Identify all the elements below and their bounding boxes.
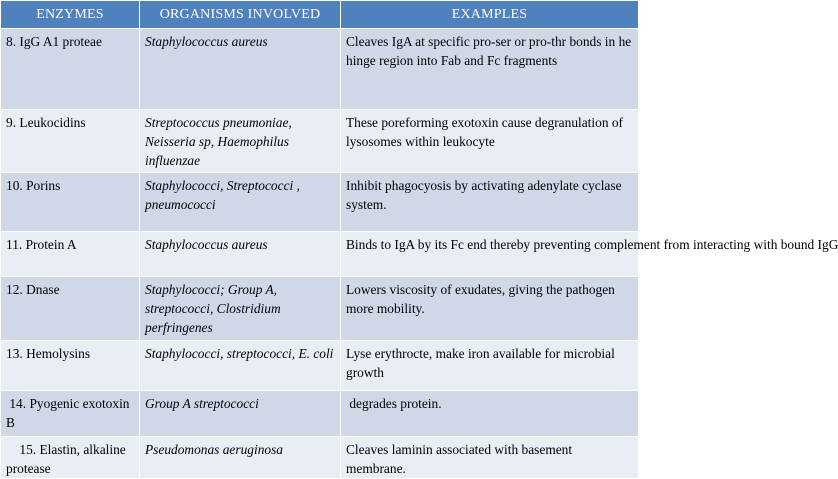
table-row: [1, 391, 639, 437]
enzyme-cell: 10. Porins: [1, 173, 140, 232]
enzyme-cell: 11. Protein A: [1, 232, 140, 277]
table-row: [1, 232, 639, 277]
table-row: [1, 277, 639, 341]
enzyme-cell: 14. Pyogenic exotoxin B: [1, 391, 140, 437]
example-cell: Binds to IgA by its Fc end thereby preventing complement from interacting with bound IgG: [341, 232, 639, 277]
example-cell: Inhibit phagocyosis by activating adenylate cyclase system.: [341, 173, 639, 232]
table-row: [1, 341, 639, 391]
example-cell: degrades protein.: [341, 391, 639, 437]
enzyme-cell: 13. Hemolysins: [1, 341, 140, 391]
table-header-row: [1, 1, 639, 29]
organisms-cell: Staphylococcus aureus: [140, 29, 341, 110]
example-cell: Lowers viscosity of exudates, giving the pathogen more mobility.: [341, 277, 639, 341]
table-row: [1, 110, 639, 173]
organisms-cell: Staphylococci; Group A, streptococci, Clostridium perfringenes: [140, 277, 341, 341]
organisms-cell: Staphylococci, Streptococci , pneumococci: [140, 173, 341, 232]
organisms-cell: Streptococcus pneumoniae, Neisseria sp, Haemophilus influenzae: [140, 110, 341, 173]
example-cell: These poreforming exotoxin cause degranulation of lysosomes within leukocyte: [341, 110, 639, 173]
example-cell: Cleaves IgA at specific pro-ser or pro-thr bonds in he hinge region into Fab and Fc fragments: [341, 29, 639, 110]
table-row: [1, 173, 639, 232]
example-cell: Cleaves laminin associated with basement membrane.: [341, 437, 639, 479]
enzyme-cell: 15. Elastin, alkaline protease: [1, 437, 140, 479]
header-examples: EXAMPLES: [341, 1, 639, 29]
table-row: [1, 437, 639, 479]
organisms-cell: Staphylococcus aureus: [140, 232, 341, 277]
organisms-cell: Group A streptococci: [140, 391, 341, 437]
header-enzymes: ENZYMES: [1, 1, 140, 29]
header-organisms: ORGANISMS INVOLVED: [140, 1, 341, 29]
enzyme-cell: 8. IgG A1 proteae: [1, 29, 140, 110]
enzyme-cell: 12. Dnase: [1, 277, 140, 341]
enzyme-cell: 9. Leukocidins: [1, 110, 140, 173]
organisms-cell: Staphylococci, streptococci, E. coli: [140, 341, 341, 391]
example-cell: Lyse erythrocte, make iron available for microbial growth: [341, 341, 639, 391]
organisms-cell: Pseudomonas aeruginosa: [140, 437, 341, 479]
table-row: [1, 29, 639, 110]
